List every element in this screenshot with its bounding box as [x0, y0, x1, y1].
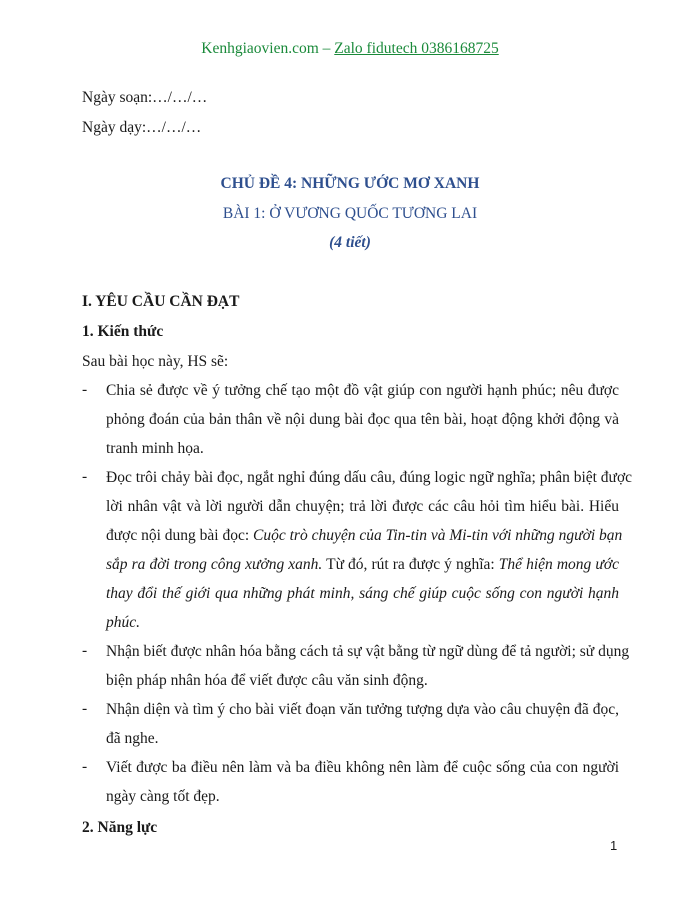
intro-text: Sau bài học này, HS sẽ: [82, 353, 229, 370]
bullet-dash: - [82, 700, 88, 717]
subheading-kien-thuc: 1. Kiến thức [82, 323, 164, 340]
bullet-dash: - [82, 468, 88, 485]
ngay-day: Ngày dạy:…/…/… [82, 119, 202, 136]
header-separator: – [318, 40, 335, 57]
bullet-line: đã nghe. [106, 730, 159, 747]
so-tiet: (4 tiết) [329, 234, 371, 251]
bullet-line: Chia sẻ được về ý tưởng chế tạo một đồ vật giúp con người hạnh phúc; nêu được [106, 382, 619, 399]
section-heading: I. YÊU CẦU CẦN ĐẠT [82, 293, 240, 310]
bullet-line: tranh minh họa. [106, 440, 204, 457]
site-name[interactable]: Kenhgiaovien.com [201, 40, 319, 57]
bullet-dash: - [82, 642, 88, 659]
page-number: 1 [610, 838, 618, 853]
bullet-line: thay đổi thế giới qua những phát minh, sáng chế giúp cuộc sống con người hạnh [106, 585, 619, 602]
bullet-line: Nhận biết được nhân hóa bằng cách tả sự vật bằng từ ngữ dùng để tả người; sử dụng [106, 643, 630, 660]
bullet-line: phỏng đoán của bản thân về nội dung bài đọc qua tên bài, hoạt động khởi động và [106, 411, 619, 428]
bullet-text: Từ đó, rút ra được ý nghĩa: [322, 556, 499, 573]
bullet-line: Nhận diện và tìm ý cho bài viết đoạn văn tưởng tượng dựa vào câu chuyện đã đọc, [106, 701, 619, 718]
bullet-line: lời nhân vật và lời người dẫn chuyện; trả lời được các câu hỏi tìm hiểu bài. Hiểu [106, 498, 619, 515]
bai-title: BÀI 1: Ở VƯƠNG QUỐC TƯƠNG LAI [222, 205, 478, 222]
bullet-line: ngày càng tốt đẹp. [106, 788, 220, 805]
bullet-line [106, 526, 623, 555]
bullet-text: được nội dung bài đọc: [106, 527, 254, 544]
bullet-italic-text: Thể hiện mong ước [498, 556, 619, 573]
chu-de-title: CHỦ ĐỀ 4: NHỮNG ƯỚC MƠ XANH [220, 175, 480, 192]
bullet-line: Đọc trôi chảy bài đọc, ngắt nghỉ đúng dấu câu, đúng logic ngữ nghĩa; phân biệt được [106, 469, 633, 486]
header-link[interactable] [0, 40, 700, 58]
bullet-italic-text: Cuộc trò chuyện của Tin-tin và Mi-tin với những người bạn [253, 527, 623, 544]
bullet-dash: - [82, 381, 88, 398]
bullet-line: biện pháp nhân hóa để viết được câu văn sinh động. [106, 672, 428, 689]
zalo-contact[interactable]: Zalo fidutech 0386168725 [334, 40, 499, 57]
bullet-line: phúc. [106, 614, 141, 631]
bullet-line [106, 555, 619, 584]
subheading-nang-luc: 2. Năng lực [82, 819, 158, 836]
bullet-italic-text: sắp ra đời trong công xưởng xanh. [106, 556, 323, 573]
bullet-dash: - [82, 758, 88, 775]
ngay-soan: Ngày soạn:…/…/… [82, 89, 208, 106]
bullet-line: Viết được ba điều nên làm và ba điều không nên làm để cuộc sống của con người [106, 759, 619, 776]
